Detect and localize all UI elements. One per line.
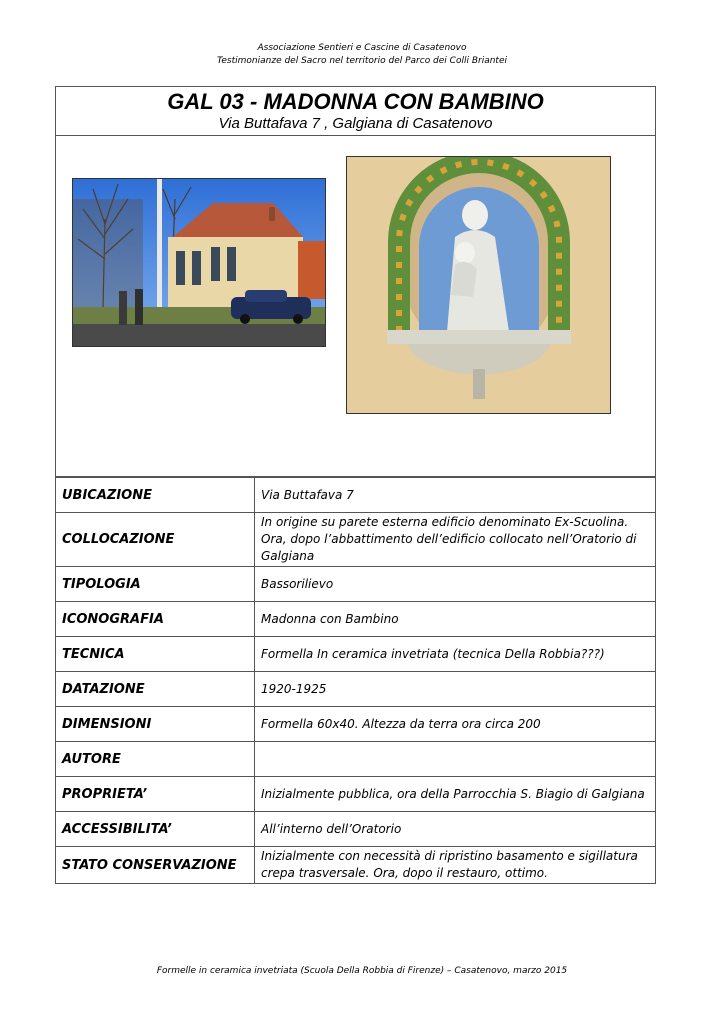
value-stato-conservazione: Inizialmente con necessità di ripristino basamento e sigillatura crepa trasversale. Ora, dopo il restauro, ottimo. <box>255 847 656 884</box>
table-row <box>56 707 656 742</box>
madonna-relief-photo <box>346 156 611 414</box>
value-dimensioni: Formella 60x40. Altezza da terra ora circa 200 <box>255 707 656 742</box>
value-tecnica: Formella In ceramica invetriata (tecnica Della Robbia???) <box>255 637 656 672</box>
value-accessibilita: All’interno dell’Oratorio <box>255 812 656 847</box>
page-footer: Formelle in ceramica invetriata (Scuola Della Robbia di Firenze) – Casatenovo, marzo 2015 <box>156 966 568 976</box>
label-stato-conservazione: STATO CONSERVAZIONE <box>56 847 255 884</box>
value-ubicazione: Via Buttafava 7 <box>255 478 656 513</box>
value-datazione: 1920-1925 <box>255 672 656 707</box>
table-row <box>56 602 656 637</box>
label-dimensioni: DIMENSIONI <box>56 707 255 742</box>
label-proprieta: PROPRIETA’ <box>56 777 255 812</box>
table-row <box>56 777 656 812</box>
info-table <box>55 477 656 884</box>
value-tipologia: Bassorilievo <box>255 567 656 602</box>
table-row <box>56 672 656 707</box>
page-title: GAL 03 - MADONNA CON BAMBINO <box>167 89 544 114</box>
card-frame <box>55 86 656 477</box>
header-association: Associazione Sentieri e Cascine di Casatenovo <box>257 43 467 53</box>
label-collocazione: COLLOCAZIONE <box>56 513 255 567</box>
label-tipologia: TIPOLOGIA <box>56 567 255 602</box>
value-collocazione: In origine su parete esterna edificio denominato Ex-Scuolina. Ora, dopo l’abbattimento dell’edificio collocato nell’Oratorio di Galgiana <box>255 513 656 567</box>
label-accessibilita: ACCESSIBILITA’ <box>56 812 255 847</box>
table-row <box>56 478 656 513</box>
table-row <box>56 847 656 884</box>
table-row <box>56 567 656 602</box>
value-autore <box>255 742 656 777</box>
label-ubicazione: UBICAZIONE <box>56 478 255 513</box>
value-proprieta: Inizialmente pubblica, ora della Parrocchia S. Biagio di Galgiana <box>255 777 656 812</box>
value-iconografia: Madonna con Bambino <box>255 602 656 637</box>
label-tecnica: TECNICA <box>56 637 255 672</box>
label-iconografia: ICONOGRAFIA <box>56 602 255 637</box>
label-datazione: DATAZIONE <box>56 672 255 707</box>
table-row <box>56 742 656 777</box>
header-subtitle: Testimonianze del Sacro nel territorio del Parco dei Colli Briantei <box>217 56 507 66</box>
building-photo <box>72 178 326 347</box>
table-row <box>56 637 656 672</box>
table-row <box>56 513 656 567</box>
label-autore: AUTORE <box>56 742 255 777</box>
table-row <box>56 812 656 847</box>
title-box <box>56 87 655 136</box>
page-subtitle: Via Buttafava 7 , Galgiana di Casatenovo <box>218 115 493 132</box>
